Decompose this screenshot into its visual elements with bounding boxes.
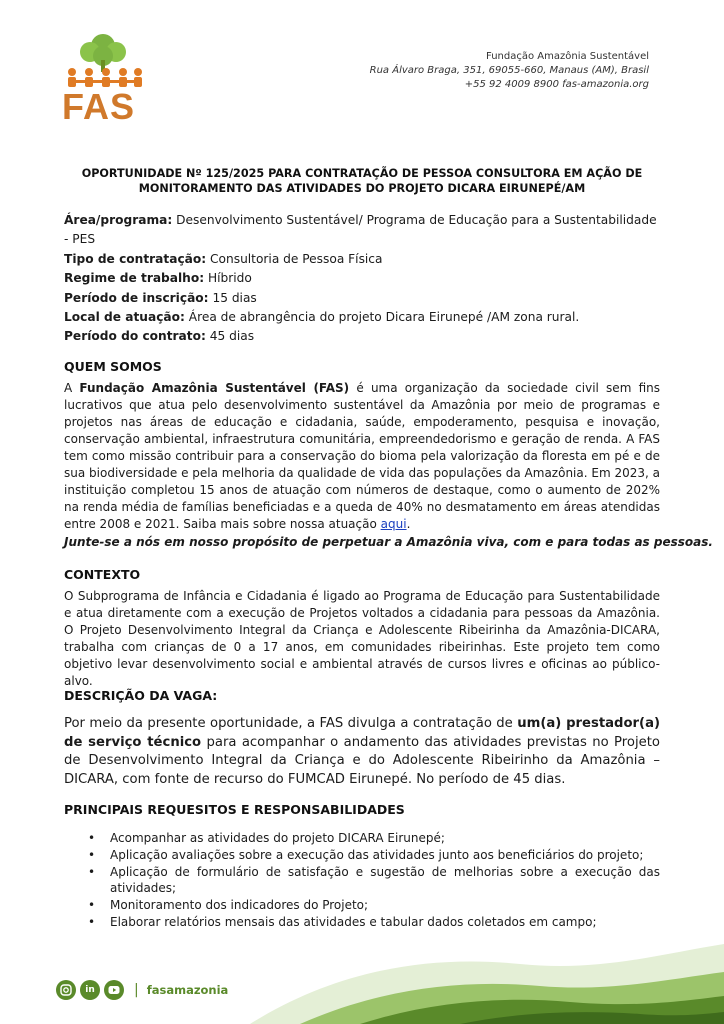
info-value: 15 dias [212,290,257,305]
info-value: Área de abrangência do projeto Dicara Eirunepé /AM zona rural. [188,310,580,325]
text: para acompanhar o andamento das atividades previstas no Projeto de Desenvolvimento Integral da Criança e do Adolescente Ribeirinho da Amazônia – DICARA, com fonte de recurso do FUMCAD Eirunepé. No período de 45 dias. [64,734,660,787]
info-row-regime [64,269,664,288]
paragraph-contexto: O Subprograma de Infância e Cidadania é ligado ao Programa de Educação para Sustentabilidade e atua diretamente com a execução de Projetos voltados a cidadania para pessoas da Amazônia. O Projeto Desenvolvimento Integral da Criança e Adolescente Ribeirinha da Amazônia-DICARA, trabalha com crianças de 0 a 17 anos, em comunidades ribeirinhas. Este projeto tem como objetivo levar desenvolvimento social e ambiental através de cursos livres e oficinas ao público-alvo. [64,589,660,688]
title-line-2: MONITORAMENTO DAS ATIVIDADES DO PROJETO DICARA EIRUNEPÉ/AM [138,182,586,195]
info-label: Local de atuação: [64,310,185,325]
instagram-icon[interactable] [56,980,76,1000]
info-row-tipo [64,250,664,269]
info-value: Desenvolvimento Sustentável/ Programa de Educação para a Sustentabilidade - PES [64,213,657,247]
org-name-bold: Fundação Amazônia Sustentável (FAS) [79,381,350,395]
text: . [406,517,411,531]
paragraph-descricao [64,715,660,789]
heading-quem-somos: QUEM SOMOS [64,359,162,374]
info-label: Período de inscrição: [64,290,209,305]
list-item: • Elaborar relatórios mensais das atividades e tabular dados coletados em campo; [110,914,660,930]
list-item: • Aplicação de formulário de satisfação e sugestão de melhorias sobre a execução das atividades; [110,864,660,896]
info-row-area [64,211,664,250]
youtube-icon[interactable] [104,980,124,1000]
list-item: • Acompanhar as atividades do projeto DICARA Eirunepé; [110,830,660,846]
info-value: Consultoria de Pessoa Física [210,251,383,266]
title-line-1: OPORTUNIDADE Nº 125/2025 PARA CONTRATAÇÃO DE PESSOA CONSULTORA EM AÇÃO DE [81,167,643,180]
logo-wordmark: FAS [62,86,136,127]
paragraph-quem-somos [64,380,660,533]
info-value: 45 dias [209,329,255,344]
org-name: Fundação Amazônia Sustentável [486,51,649,62]
heading-requisitos: PRINCIPAIS REQUESITOS E RESPONSABILIDADES [64,802,405,817]
social-handle[interactable]: fasamazonia [146,983,229,997]
heading-contexto: CONTEXTO [64,567,141,582]
linkedin-icon[interactable]: in [80,980,100,1000]
text: Por meio da presente oportunidade, a FAS divulga a contratação de [64,716,518,731]
info-value: Híbrido [207,271,252,286]
aqui-link[interactable]: aqui [380,517,407,531]
org-address: Rua Álvaro Braga, 351, 69055-660, Manaus (AM), Brasil [369,65,649,76]
job-info [64,211,664,347]
org-contact: +55 92 4009 8900 fas-amazonia.org [464,79,649,90]
header-contact-block [370,50,649,92]
info-label: Período do contrato: [64,329,206,344]
info-label: Tipo de contratação: [64,251,207,266]
info-row-local [64,308,664,327]
heading-descricao: DESCRIÇÃO DA VAGA: [64,688,218,703]
document-title [64,166,660,196]
info-row-inscricao [64,289,664,308]
info-label: Área/programa: [64,213,173,227]
tagline: Junte-se a nós em nosso propósito de perpetuar a Amazônia viva, com e para todas as pessoas. [64,535,713,549]
list-item: • Aplicação avaliações sobre a execução das atividades junto aos beneficiários do projeto; [110,847,660,863]
text: A [64,381,80,395]
requirements-list [64,830,660,931]
social-links [56,980,228,1000]
info-row-contrato [64,327,664,346]
role-bold: um(a) prestador(a) de serviço técnico [64,716,660,750]
list-item: • Monitoramento dos indicadores do Projeto; [110,897,660,913]
footer-separator: | [134,982,139,998]
info-label: Regime de trabalho: [64,271,205,286]
text: é uma organização da sociedade civil sem fins lucrativos que atua pelo desenvolvimento sustentável da Amazônia por meio de programas e projetos nas áreas de educação e cidadania, saúde, empoderamento, pesquisa e inovação, conservação ambiental, infraestrutura comunitária, empreendedorismo e geração de renda. A FAS tem como missão contribuir para a conservação do bioma pela valorização da floresta em pé e de sua biodiversidade e pela melhoria da qualidade de vida das populações da Amazônia. Em 2023, a instituição completou 15 anos de atuação com números de destaque, como o aumento de 202% na renda média de famílias beneficiadas e a queda de 40% no desmatamento em áreas atendidas entre 2008 e 2021. Saiba mais sobre nossa atuação [64,381,660,531]
footer-decoration [0,934,724,1024]
